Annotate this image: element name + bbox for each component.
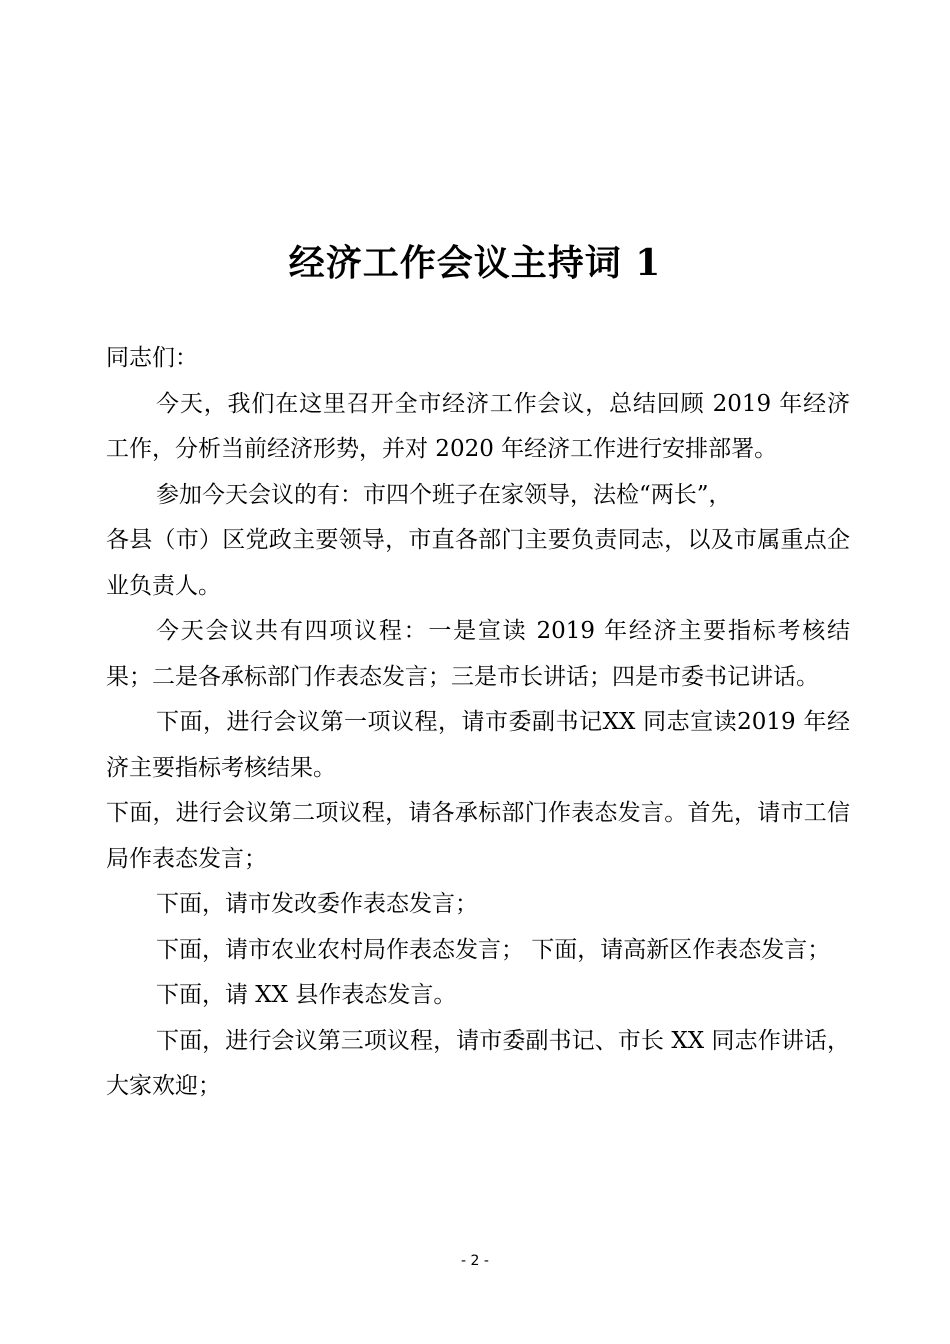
page-number: - 2 - [461,1253,489,1269]
paragraph-agriculture-statement: 下面，请市农业农村局作表态发言； 下面，请高新区作表态发言； [156,936,831,963]
paragraph-item-two: 下面，进行会议第二项议程，请各承标部门作表态发言。首先，请市工信局作表态发言； [106,800,850,872]
paragraph-item-one: 下面，进行会议第一项议程，请市委副书记XX 同志宣读2019 年经济主要指标考核结果。 [106,709,850,781]
paragraph-opening: 今天，我们在这里召开全市经济工作会议，总结回顾 2019 年经济工作，分析当前经济形势，并对 2020 年经济工作进行安排部署。 [106,390,850,462]
paragraph-county-statement: 下面，请 XX 县作表态发言。 [156,982,457,1008]
paragraph-ndrc-statement: 下面，请市发改委作表态发言； [156,891,478,917]
greeting: 同志们： [106,345,198,371]
paragraph-item-three: 下面，进行会议第三项议程，请市委副书记、市长 XX 同志作讲话，大家欢迎； [106,1027,850,1099]
paragraph-attendees-line2: 各县（市）区党政主要领导，市直各部门主要负责同志，以及市属重点企业负责人。 [106,527,850,599]
document-body [106,336,850,1110]
paragraph-attendees-line1: 参加今天会议的有：市四个班子在家领导，法检“两长”， [156,481,732,508]
paragraph-agenda: 今天会议共有四项议程：一是宣读 2019 年经济主要指标考核结果；二是各承标部门作表态发言；三是市长讲话；四是市委书记讲话。 [106,618,850,690]
document-title: 经济工作会议主持词 1 [288,242,662,284]
